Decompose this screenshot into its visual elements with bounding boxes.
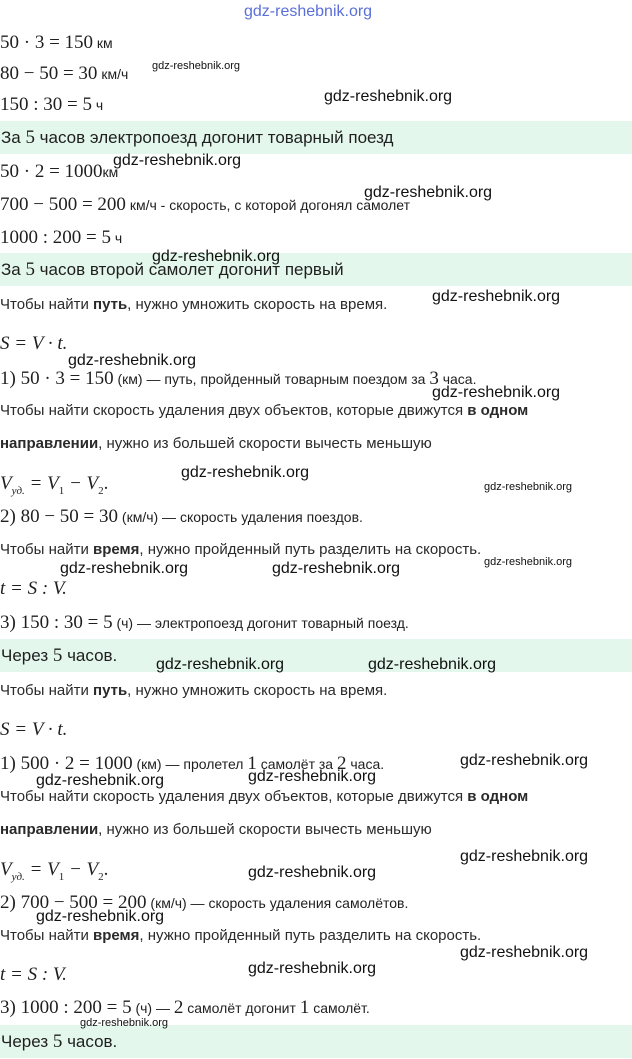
answer-box-1: За 5 часов электропоезд догонит товарный поезд bbox=[0, 121, 632, 154]
watermark-header: gdz-reshebnik.org bbox=[244, 3, 373, 20]
equation-line-1: 50 · 3 = 150 км bbox=[0, 32, 113, 53]
step-1-train-distance: 1) 50 · 3 = 150 (км) — путь, пройденный товарным поездом за 3 часа. bbox=[0, 368, 477, 389]
watermark: gdz-reshebnik.org bbox=[36, 908, 165, 925]
watermark: gdz-reshebnik.org bbox=[248, 768, 377, 785]
rule-separation-speed-1: Чтобы найти скорость удаления двух объектов, которые движутся в одном bbox=[0, 402, 529, 419]
watermark: gdz-reshebnik.org bbox=[368, 656, 497, 673]
step-3-plane-time: 3) 1000 : 200 = 5 (ч) — 2 самолёт догонит 1 самолёт. bbox=[0, 997, 370, 1018]
step-2-train-separation: 2) 80 − 50 = 30 (км/ч) — скорость удаления поездов. bbox=[0, 506, 363, 527]
watermark: gdz-reshebnik.org bbox=[484, 556, 573, 568]
equation-line-5: 700 − 500 = 200 км/ч - скорость, с которой догонял самолет bbox=[0, 194, 411, 215]
formula-time-1: t = S : V. bbox=[0, 578, 67, 599]
rule-distance-2: Чтобы найти путь, нужно умножить скорость на время. bbox=[0, 682, 388, 699]
formula-separation-speed-2: $V_{уд.} = V_1 - V_2$. bbox=[0, 859, 109, 883]
rule-time-2: Чтобы найти время, нужно пройденный путь разделить на скорость. bbox=[0, 927, 482, 944]
formula-separation-speed-1: $V_{уд.} = V_1 - V_2$. bbox=[0, 473, 109, 497]
step-2-plane-separation: 2) 700 − 500 = 200 (км/ч) — скорость удаления самолётов. bbox=[0, 892, 409, 913]
watermark: gdz-reshebnik.org bbox=[460, 752, 589, 769]
equation-line-4: 50 · 2 = 1000км bbox=[0, 161, 119, 182]
watermark: gdz-reshebnik.org bbox=[364, 184, 493, 201]
watermark: gdz-reshebnik.org bbox=[324, 88, 453, 105]
watermark: gdz-reshebnik.org bbox=[460, 848, 589, 865]
watermark: gdz-reshebnik.org bbox=[152, 60, 241, 72]
formula-distance-2: S = V · t. bbox=[0, 719, 68, 740]
watermark: gdz-reshebnik.org bbox=[432, 288, 561, 305]
watermark: gdz-reshebnik.org bbox=[248, 960, 377, 977]
equation-line-2: 80 − 50 = 30 км/ч bbox=[0, 63, 129, 84]
step-3-train-time: 3) 150 : 30 = 5 (ч) — электропоезд догонит товарный поезд. bbox=[0, 612, 409, 633]
rule-time-1: Чтобы найти время, нужно пройденный путь разделить на скорость. bbox=[0, 541, 482, 558]
watermark: gdz-reshebnik.org bbox=[152, 248, 281, 265]
rule-separation-speed-2: Чтобы найти скорость удаления двух объектов, которые движутся в одном bbox=[0, 788, 529, 805]
rule-separation-speed-2-cont: направлении, нужно из большей скорости вычесть меньшую bbox=[0, 821, 432, 838]
equation-line-3: 150 : 30 = 5 ч bbox=[0, 94, 104, 115]
watermark: gdz-reshebnik.org bbox=[460, 944, 589, 961]
watermark: gdz-reshebnik.org bbox=[60, 560, 189, 577]
formula-time-2: t = S : V. bbox=[0, 964, 67, 985]
watermark: gdz-reshebnik.org bbox=[432, 384, 561, 401]
answer-box-3: Через 5 часов. bbox=[0, 639, 632, 672]
watermark: gdz-reshebnik.org bbox=[272, 560, 401, 577]
watermark: gdz-reshebnik.org bbox=[181, 464, 310, 481]
watermark: gdz-reshebnik.org bbox=[156, 656, 285, 673]
answer-box-4: Через 5 часов. bbox=[0, 1025, 632, 1058]
answer-box-2: За 5 часов второй самолет догонит первый bbox=[0, 253, 632, 286]
step-1-plane-distance: 1) 500 · 2 = 1000 (км) — пролетел 1 самолёт за 2 часа. bbox=[0, 753, 385, 774]
watermark: gdz-reshebnik.org bbox=[80, 1017, 169, 1029]
watermark: gdz-reshebnik.org bbox=[248, 864, 377, 881]
formula-distance-1: S = V · t. bbox=[0, 333, 68, 354]
rule-separation-speed-1-cont: направлении, нужно из большей скорости вычесть меньшую bbox=[0, 435, 432, 452]
watermark: gdz-reshebnik.org bbox=[36, 772, 165, 789]
equation-line-6: 1000 : 200 = 5 ч bbox=[0, 227, 123, 248]
watermark: gdz-reshebnik.org bbox=[68, 352, 197, 369]
watermark: gdz-reshebnik.org bbox=[113, 152, 242, 169]
rule-distance-1: Чтобы найти путь, нужно умножить скорость на время. bbox=[0, 296, 388, 313]
watermark: gdz-reshebnik.org bbox=[484, 481, 573, 493]
